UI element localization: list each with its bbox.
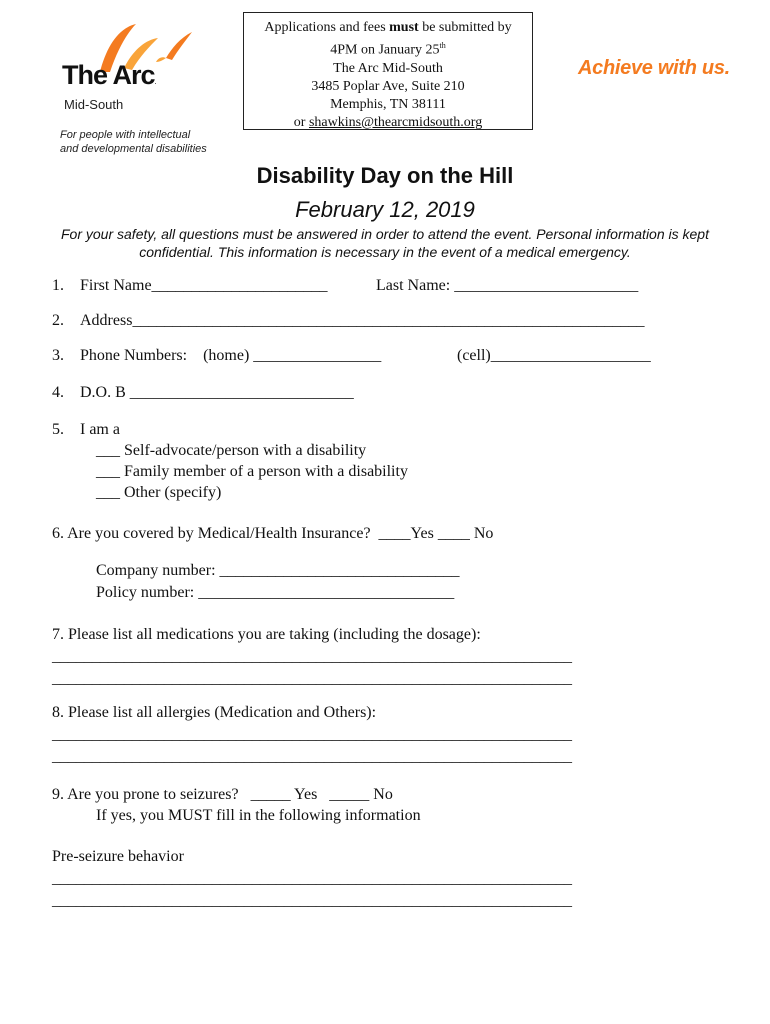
submission-city-line: Memphis, TN 38111 [330,96,446,112]
medications-question: 7. Please list all medications you are taking (including the dosage): [52,626,481,643]
role-option-family-member[interactable]: ___ Family member of a person with a disability [96,463,408,480]
preseizure-line-2[interactable]: _________________________________________________________________ [52,892,572,909]
submission-org-line: The Arc Mid-South [333,60,443,76]
role-question: 5. I am a [52,421,120,438]
allergies-line-1[interactable]: _________________________________________________________________ [52,726,572,743]
seizure-question[interactable]: 9. Are you prone to seizures? _____ Yes _____ No [52,786,393,803]
submission-deadline-line: Applications and fees must be submitted by [264,20,512,35]
org-tagline: For people with intellectual and developmental disabilities [60,129,207,155]
org-region: Mid-South [64,97,124,112]
submission-info-box [243,12,533,130]
seizure-instruction: If yes, you MUST fill in the following information [96,807,421,824]
dob-field[interactable]: 4. D.O. B ____________________________ [52,384,354,401]
event-date: February 12, 2019 [295,197,475,222]
medications-line-1[interactable]: _________________________________________________________________ [52,648,572,665]
address-field[interactable]: 2. Address________________________________________________________________ [52,312,645,329]
medications-line-2[interactable]: _________________________________________________________________ [52,670,572,687]
home-phone-field[interactable]: 3. Phone Numbers: (home) ________________ [52,347,382,364]
privacy-notice: For your safety, all questions must be answered in order to attend the event. Personal information is kept confidential. This information is necessary in the event of a medical emergency. [61,226,709,260]
submission-address-line: 3485 Poplar Ave, Suite 210 [311,78,465,94]
company-number-field[interactable]: Company number: ______________________________ [96,562,460,579]
policy-number-field[interactable]: Policy number: ________________________________ [96,584,455,601]
allergies-question: 8. Please list all allergies (Medication and Others): [52,704,377,721]
preseizure-line-1[interactable]: _________________________________________________________________ [52,870,572,887]
allergies-line-2[interactable]: _________________________________________________________________ [52,748,572,765]
insurance-question[interactable]: 6. Are you covered by Medical/Health Insurance? ____Yes ____ No [52,525,494,542]
submission-email-line: or shawkins@thearcmidsouth.org [293,114,483,130]
org-name: The Arc. [62,60,156,90]
cell-phone-field[interactable]: (cell)____________________ [457,347,651,364]
last-name-field[interactable]: Last Name: _______________________ [376,277,639,294]
preseizure-label: Pre-seizure behavior [52,848,184,865]
event-title: Disability Day on the Hill [256,163,514,188]
role-option-self-advocate[interactable]: ___ Self-advocate/person with a disability [96,442,367,459]
submission-email-link[interactable]: shawkins@thearcmidsouth.org [308,114,483,130]
first-name-field[interactable]: 1. First Name______________________ [52,277,328,294]
slogan: Achieve with us. [578,57,730,79]
role-option-other[interactable]: ___ Other (specify) [96,484,222,501]
submission-date-line: 4PM on January 25th [330,41,446,58]
